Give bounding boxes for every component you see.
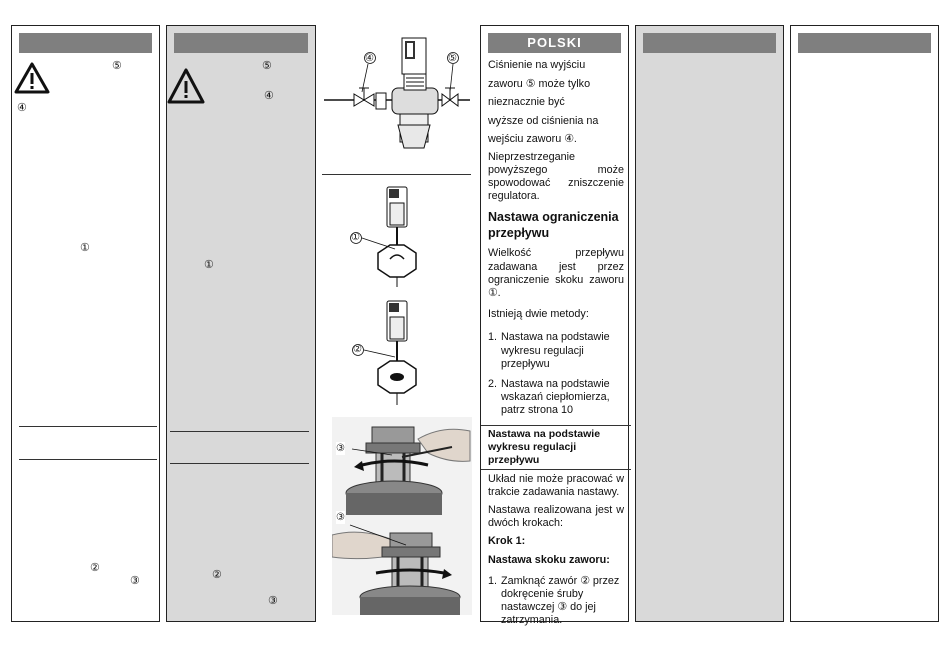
column-6 [790, 25, 939, 622]
fig4-label-3: ③ [336, 443, 345, 454]
step-list [488, 575, 624, 628]
marker-4: ④ [264, 90, 274, 102]
divider [170, 431, 309, 432]
column-6-header [798, 33, 931, 53]
fig5-label-3: ③ [336, 512, 345, 523]
marker-1: ① [80, 242, 90, 254]
line: nieznacznie być [488, 96, 565, 108]
step-title: Nastawa skoku zaworu: [488, 553, 610, 566]
line: Ciśnienie na wyjściu [488, 59, 586, 71]
column-polski-header: POLSKI [488, 33, 621, 53]
column-5-header [643, 33, 776, 53]
line: zaworu ⑤ może tylko [488, 77, 591, 90]
marker-5: ⑤ [262, 60, 272, 72]
list-text: Zamknąć zawór ② przez dokręcenie śruby nastawczej ③ do jej zatrzymania. [501, 574, 620, 627]
methods-list [488, 331, 624, 417]
section-heading: Nastawa ograniczenia przepływu [488, 210, 619, 241]
step-label: Krok 1: [488, 535, 526, 548]
marker-2: ② [90, 562, 100, 574]
fig1-label-4: ④ [365, 53, 374, 64]
list-text: Nastawa na podstawie wskazań ciepłomierza, patrz strona 10 [501, 377, 610, 417]
valve-closed-diagram [320, 297, 474, 407]
line: wejściu zaworu ④. [488, 133, 577, 145]
marker-2: ② [212, 569, 222, 581]
pressure-note [488, 56, 624, 149]
column-5 [635, 25, 784, 622]
methods-intro: Istnieją dwie metody: [488, 308, 589, 321]
subsection-heading: Nastawa na podstawie wykresu regulacji przepływu [481, 425, 631, 470]
label-leader [320, 515, 474, 615]
fig2-label-1: ① [351, 232, 360, 243]
list-item [488, 575, 624, 628]
list-number: 2. [488, 377, 498, 390]
column-polski [480, 25, 629, 627]
marker-3: ③ [130, 575, 140, 587]
fig1-label-5: ⑤ [448, 53, 457, 64]
marker-3: ③ [268, 595, 278, 607]
warning-icon [167, 68, 205, 104]
list-item [488, 378, 624, 418]
label-leader [320, 417, 474, 515]
figure-divider [322, 174, 471, 175]
list-text: Nastawa na podstawie wykresu regulacji przepływu [501, 331, 610, 370]
line: wyższe od ciśnienia na [488, 114, 599, 127]
fig3-label-2: ② [353, 344, 362, 355]
marker-1: ① [204, 259, 214, 271]
divider [19, 459, 157, 460]
column-2-header [174, 33, 308, 53]
list-item [488, 331, 624, 371]
column-1 [11, 25, 160, 622]
list-number: 1. [488, 331, 498, 344]
valve-open-diagram [320, 183, 474, 288]
figures-column [320, 25, 474, 625]
marker-5: ⑤ [112, 60, 122, 72]
steps-intro: Nastawa realizowana jest w dwóch krokach: [488, 503, 624, 530]
list-number: 1. [488, 574, 498, 587]
column-2 [166, 25, 316, 622]
divider [19, 426, 157, 427]
divider [170, 463, 309, 464]
warning-icon [14, 62, 50, 94]
piping-diagram [320, 30, 474, 155]
polski-text [488, 56, 624, 635]
flow-description: Wielkość przepływu zadawana jest przez ograniczenie skoku zaworu ①. [488, 247, 624, 299]
marker-4: ④ [17, 102, 27, 114]
system-note: Układ nie może pracować w trakcie zadawania nastawy. [488, 472, 624, 498]
damage-warning: Nieprzestrzeganie powyższego może spowodować zniszczenie regulatora. [488, 150, 624, 203]
column-1-header [19, 33, 152, 53]
